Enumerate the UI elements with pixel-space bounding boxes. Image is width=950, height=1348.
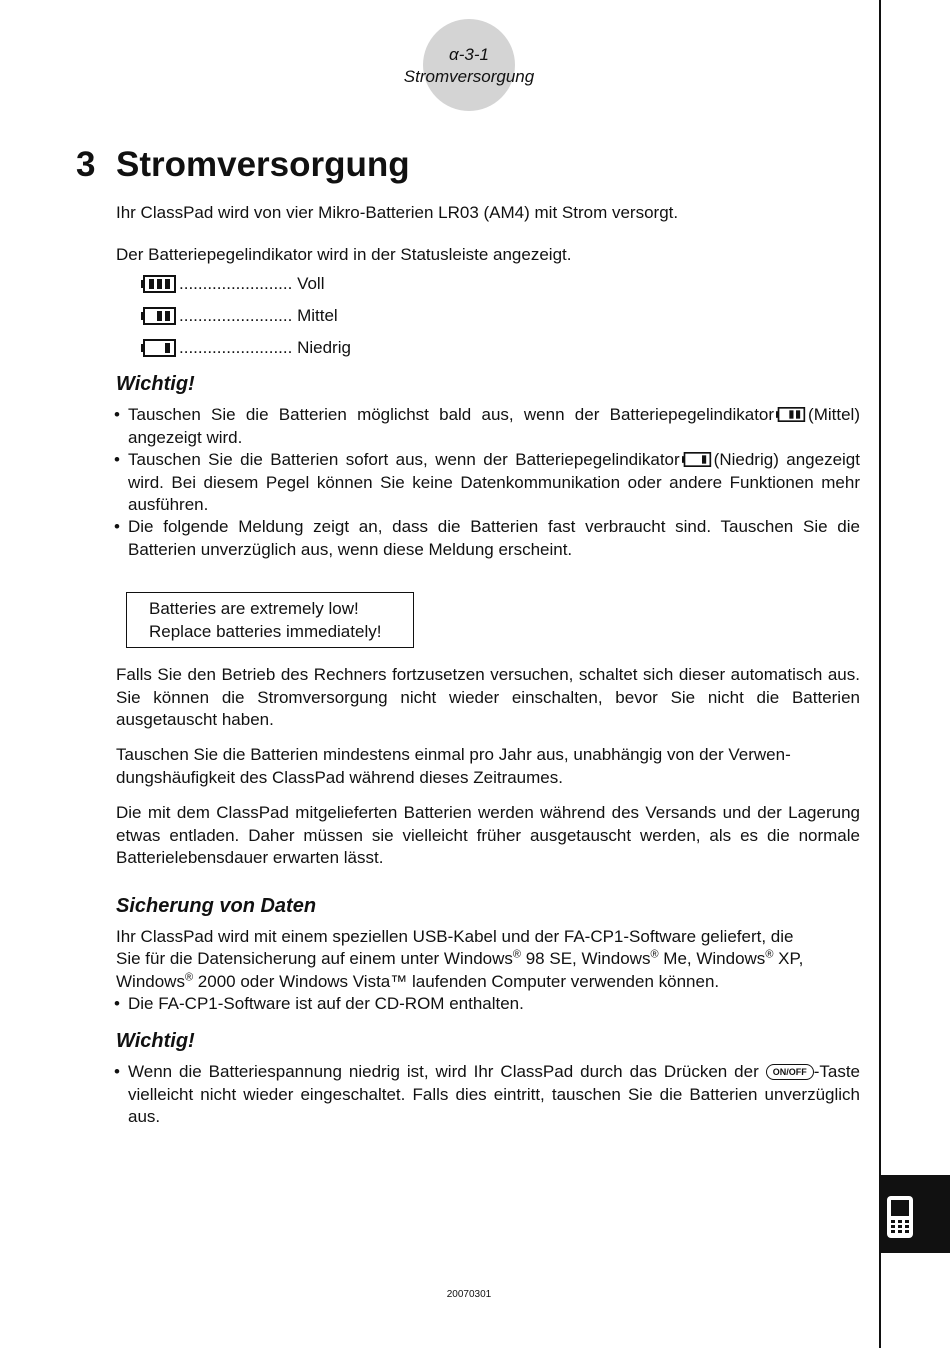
chapter-heading: [76, 145, 410, 185]
intro-text: Ihr ClassPad wird von vier Mikro-Batterien LR03 (AM4) mit Strom versorgt.: [116, 203, 679, 222]
bullet-item: [114, 1061, 860, 1129]
bullet-text: Wenn die Batteriespannung niedrig ist, wird Ihr ClassPad durch das Drücken der: [128, 1062, 759, 1081]
backup-text: Sie für die Datensicherung auf einem unter Windows: [116, 949, 513, 968]
bullet-mark: •: [114, 450, 120, 469]
battery-medium-icon: [776, 406, 806, 423]
battery-medium-icon: [141, 306, 177, 326]
bullet-mark: •: [114, 994, 120, 1013]
registered-mark: ®: [765, 948, 774, 961]
bullet-text: Die folgende Meldung zeigt an, dass die Batterien fast verbraucht sind. Tauschen Sie die Batterien unverzüglich aus, wenn diese Meldung erscheint.: [128, 517, 860, 559]
running-header-title: Stromversorgung: [403, 67, 535, 86]
backup-text: 98 SE, Windows: [521, 949, 651, 968]
yearly-paragraph-line-2: dungshäufigkeit des ClassPad während dieses Zeitraumes.: [116, 768, 563, 787]
indicator-intro-text: Der Batteriepegelindikator wird in der Statusleiste angezeigt.: [116, 245, 572, 264]
battery-full-icon: [141, 274, 177, 294]
backup-text: Me, Windows: [658, 949, 766, 968]
shipping-paragraph: Die mit dem ClassPad mitgelieferten Batterien werden während des Versands und der Lagerung etwas entladen. Daher müssen sie vielleicht früher ausgetauscht werden, als es die normale Batterielebensdauer erwarten lässt.: [116, 803, 860, 867]
page-code: α-3-1: [449, 45, 489, 64]
battery-level-label: ........................ Niedrig: [179, 338, 351, 357]
yearly-paragraph-line-1: Tauschen Sie die Batterien mindestens einmal pro Jahr aus, unabhängig von der Verwen-: [116, 745, 791, 764]
chapter-title: Stromversorgung: [116, 145, 410, 184]
bullet-mark: •: [114, 517, 120, 536]
bullet-text: (Mittel) angezeigt wird.: [128, 405, 860, 447]
registered-mark: ®: [184, 971, 194, 984]
bullet-mark: •: [114, 405, 120, 424]
bullet-mark: •: [114, 1062, 120, 1081]
bullet-text: Tauschen Sie die Batterien möglichst bald aus, wenn der Batteriepegelindikator: [128, 405, 775, 424]
registered-mark: ®: [512, 948, 521, 961]
backup-heading: Sicherung von Daten: [116, 895, 317, 917]
page-footer-date: 20070301: [446, 1289, 492, 1300]
battery-level-label: ........................ Voll: [179, 274, 325, 293]
backup-line-3: [116, 971, 719, 994]
bullet-item: [114, 449, 860, 517]
bullet-text: (Niedrig) angezeigt wird. Bei diesem Pegel können Sie keine Datenkommunikation oder andere Funktionen mehr ausführen.: [128, 450, 860, 514]
battery-level-medium: [141, 304, 338, 328]
battery-level-low: [141, 336, 351, 360]
battery-low-icon: [141, 338, 177, 358]
bullet-item: [114, 516, 860, 561]
low-battery-message-box: [126, 592, 414, 648]
important-heading: Wichtig!: [116, 373, 195, 395]
battery-level-label: ........................ Mittel: [179, 306, 338, 325]
on-off-key-icon: ON/OFF: [766, 1064, 814, 1080]
battery-level-full: [141, 272, 325, 296]
bullet-text: Die FA-CP1-Software ist auf der CD-ROM enthalten.: [128, 994, 524, 1013]
bullet-text: Tauschen Sie die Batterien sofort aus, wenn der Batteriepegelindikator: [128, 450, 680, 469]
bullet-item: [114, 404, 860, 449]
important-heading-2: Wichtig!: [116, 1030, 195, 1052]
bullet-item: [114, 993, 860, 1016]
registered-mark: ®: [650, 948, 659, 961]
backup-line-2: [116, 948, 803, 971]
bullet-text: -Taste vielleicht nicht wieder eingeschaltet. Falls dies eintritt, tauschen Sie die Batterien unverzüglich aus.: [128, 1062, 860, 1126]
message-line-2: Replace batteries immediately!: [149, 622, 382, 641]
backup-text: Windows: [116, 972, 185, 991]
classpad-device-icon: [885, 1194, 915, 1240]
backup-line-1: Ihr ClassPad wird mit einem speziellen USB-Kabel und der FA-CP1-Software geliefert, die: [116, 927, 794, 946]
header-circle: [423, 19, 515, 111]
chapter-side-tab: [881, 1175, 950, 1253]
page-right-rule: [879, 0, 881, 1348]
chapter-number: 3: [76, 145, 96, 184]
battery-low-icon: [682, 451, 712, 468]
auto-off-paragraph: Falls Sie den Betrieb des Rechners fortzusetzen versuchen, schaltet sich dieser automatisch aus. Sie können die Stromversorgung nicht wieder einschalten, bevor Sie nicht die Batterien ausgetauscht haben.: [116, 665, 860, 729]
message-line-1: Batteries are extremely low!: [149, 599, 359, 618]
backup-text: XP,: [773, 949, 804, 968]
backup-text: 2000 oder Windows Vista™ laufenden Computer verwenden können.: [193, 972, 720, 991]
